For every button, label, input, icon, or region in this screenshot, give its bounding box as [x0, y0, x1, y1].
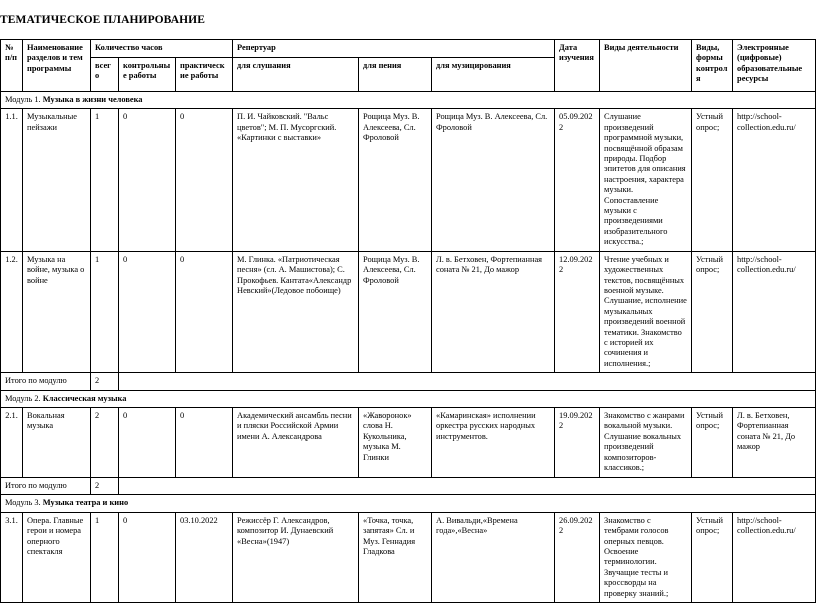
row-activity: Знакомство с тембрами голосов оперных певцов. Освоение терминологии. Звучащие тесты и кроссворды на проверку знаний.;: [600, 512, 692, 602]
row-name: Музыкальные пейзажи: [23, 109, 91, 251]
table-row: [1, 251, 816, 372]
table-row: [1, 407, 816, 477]
table-row: [1, 512, 816, 602]
header-num: № п/п: [1, 40, 23, 92]
header-listening: для слушания: [233, 58, 359, 92]
row-name: Опера. Главные герои и номера оперного спектакля: [23, 512, 91, 602]
row-practical: 0: [176, 109, 233, 251]
row-resources: http://school-collection.edu.ru/: [733, 109, 816, 251]
subtotal-value: 2: [91, 373, 119, 390]
header-practical-works: практические работы: [176, 58, 233, 92]
row-music-making: «Камаринская» исполнении оркестра русских народных инструментов.: [432, 407, 555, 477]
row-practical: 03.10.2022: [176, 512, 233, 602]
row-activity: Знакомство с жанрами вокальной музыки. Слушание вокальных произведений композиторов-классиков.;: [600, 407, 692, 477]
row-resources: http://school-collection.edu.ru/: [733, 251, 816, 372]
module-title: Модуль 3. Музыка театра и кино: [1, 495, 816, 512]
row-date: 05.09.2022: [555, 109, 600, 251]
row-date: 19.09.2022: [555, 407, 600, 477]
row-control: 0: [119, 407, 176, 477]
row-total: 1: [91, 251, 119, 372]
row-listening: П. И. Чайковский. "Вальс цветов"; М. П. Мусоргский. «Картинки с выставки»: [233, 109, 359, 251]
row-date: 12.09.2022: [555, 251, 600, 372]
row-total: 1: [91, 109, 119, 251]
row-practical: 0: [176, 407, 233, 477]
row-music-making: Л. в. Бетховен, Фортепианная соната № 21, До мажор: [432, 251, 555, 372]
header-name: Наименование разделов и тем программы: [23, 40, 91, 92]
planning-table: [0, 39, 816, 603]
header-hours: Количество часов: [91, 40, 233, 58]
row-music-making: Рощица Муз. В. Алексеева, Сл. Фроловой: [432, 109, 555, 251]
row-singing: «Точка, точка, запятая» Сл. и Муз. Геннадия Гладкова: [359, 512, 432, 602]
row-num: 1.1.: [1, 109, 23, 251]
row-listening: М. Глинка. «Патриотическая песня» (сл. А. Машистова); С. Прокофьев. Кантата«Александр Невский»(Ледовое побоище): [233, 251, 359, 372]
row-listening: Режиссёр Г. Александров, композитор И. Дунаевский «Весна»(1947): [233, 512, 359, 602]
row-singing: Рощица Муз. В. Алексеева, Сл. Фроловой: [359, 109, 432, 251]
row-control-form: Устный опрос;: [692, 407, 733, 477]
row-activity: Слушание произведений программной музыки, посвящённой образам природы. Подбор эпитетов для описания настроения, характера музыки. Сопоставление музыки с произведениями изобразительного искусства.;: [600, 109, 692, 251]
row-singing: Рощица Муз. В. Алексеева, Сл. Фроловой: [359, 251, 432, 372]
header-control-works: контрольные работы: [119, 58, 176, 92]
table-row: [1, 109, 816, 251]
row-total: 2: [91, 407, 119, 477]
row-activity: Чтение учебных и художественных текстов, посвящённых военной музыке. Слушание, исполнение музыкальных произведений военной тематики. Знакомство с историей их сочинения и исполнения.;: [600, 251, 692, 372]
page-title: ТЕМАТИЧЕСКОЕ ПЛАНИРОВАНИЕ: [0, 14, 205, 26]
row-resources: Л. в. Бетховен, Фортепианная соната № 21, До мажор: [733, 407, 816, 477]
row-control-form: Устный опрос;: [692, 251, 733, 372]
row-control: 0: [119, 109, 176, 251]
header-activity: Виды деятельности: [600, 40, 692, 92]
row-control: 0: [119, 512, 176, 602]
row-name: Вокальная музыка: [23, 407, 91, 477]
header-control: Виды, формы контроля: [692, 40, 733, 92]
subtotal-label: Итого по модулю: [1, 373, 91, 390]
header-date: Дата изучения: [555, 40, 600, 92]
subtotal-label: Итого по модулю: [1, 477, 91, 494]
row-practical: 0: [176, 251, 233, 372]
module-title: Модуль 1. Музыка в жизни человека: [1, 92, 816, 109]
header-total: всего: [91, 58, 119, 92]
module-title: Модуль 2. Классическая музыка: [1, 390, 816, 407]
row-control: 0: [119, 251, 176, 372]
row-listening: Академический ансамбль песни и пляски Российской Армии имени А. Александрова: [233, 407, 359, 477]
row-control-form: Устный опрос;: [692, 109, 733, 251]
header-music-making: для музицирования: [432, 58, 555, 92]
header-resources: Электронные (цифровые) образовательные ресурсы: [733, 40, 816, 92]
row-total: 1: [91, 512, 119, 602]
subtotal-value: 2: [91, 477, 119, 494]
header-singing: для пения: [359, 58, 432, 92]
row-music-making: А. Вивальди,«Времена года»,«Весна»: [432, 512, 555, 602]
row-name: Музыка на войне, музыка о войне: [23, 251, 91, 372]
row-date: 26.09.2022: [555, 512, 600, 602]
row-num: 3.1.: [1, 512, 23, 602]
row-num: 1.2.: [1, 251, 23, 372]
header-repertoire: Репертуар: [233, 40, 555, 58]
row-singing: «Жаворонок» слова Н. Кукольника, музыка М. Глинки: [359, 407, 432, 477]
row-num: 2.1.: [1, 407, 23, 477]
row-resources: http://school-collection.edu.ru/: [733, 512, 816, 602]
row-control-form: Устный опрос;: [692, 512, 733, 602]
